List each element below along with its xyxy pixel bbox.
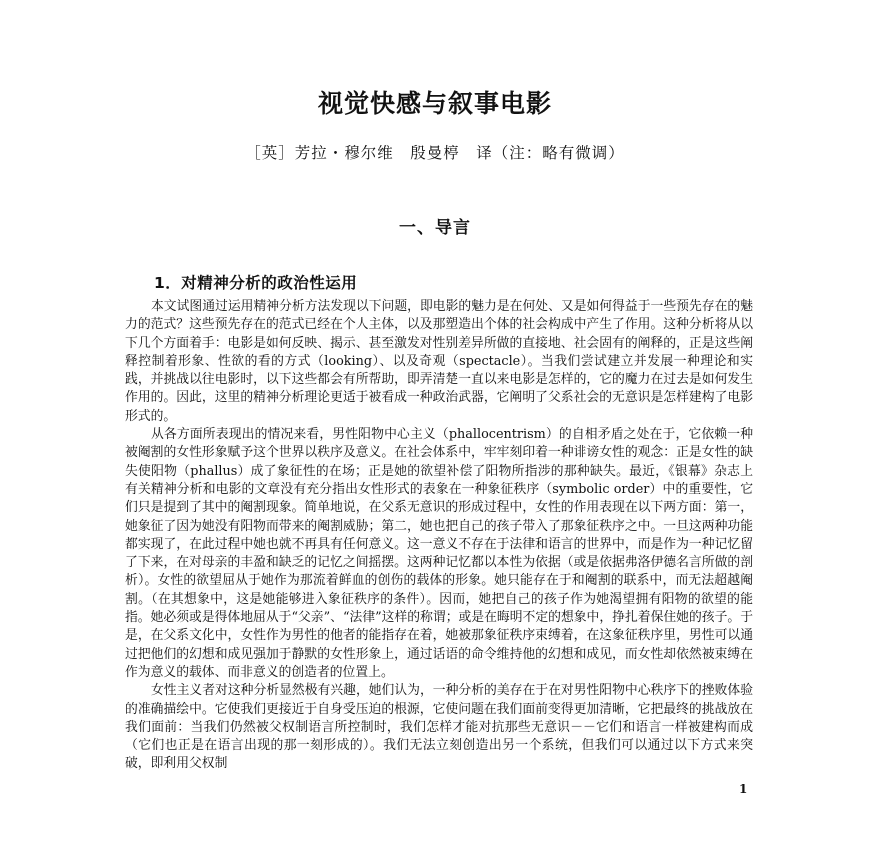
subsection-heading: 1．对精神分析的政治性运用 — [154, 274, 358, 292]
section-heading: 一、导言 — [399, 218, 471, 238]
body-text — [125, 298, 753, 774]
paragraph: 从各方面所表现出的情况来看，男性阳物中心主义（phallocentrism）的自相矛盾之处在于，它依赖一种被阉割的女性形象赋予这个世界以秩序及意义。在社会体系中，牢牢刻印着一种诽谤女性的观念：正是女性的缺失使阳物（phallus）成了象征性的在场；正是她的欲望补偿了阳物所指涉的那种缺失。最近，《银幕》杂志上有关精神分析和电影的文章没有充分指出女性形式的表象在一种象征秩序（symbolic order）中的重要性，它们只是提到了其中的阉割现象。简单地说，在父系无意识的形成过程中，女性的作用表现在以下两方面：第一，她象征了因为她没有阳物而带来的阉割威胁；第二，她也把自己的孩子带入了那象征秩序之中。一旦这两种功能都实现了，在此过程中她也就不再具有任何意义。这一意义不存在于法律和语言的世界中，而是作为一种记忆留了下来，在对母亲的丰盈和缺乏的记忆之间摇摆。这两种记忆都以本性为依据（或是依据弗洛伊德名言所做的剖析）。女性的欲望屈从于她作为那流着鲜血的创伤的载体的形象。她只能存在于和阉割的联系中，而无法超越阉割。（在其想象中，这是她能够进入象征秩序的条件）。因而，她把自己的孩子作为她渴望拥有阳物的欲望的能指。她必须或是得体地屈从于“父亲”、“法律”这样的称谓；或是在晦明不定的想象中，挣扎着保住她的孩子。于是，在父系文化中，女性作为男性的他者的能指存在着，她被那象征秩序束缚着，在这象征秩序里，男性可以通过把他们的幻想和成见强加于静默的女性形象上，通过话语的命令维持他的幻想和成见，而女性却依然被束缚在作为意义的载体、而非意义的创造者的位置上。 — [125, 427, 753, 680]
paragraph: 本文试图通过运用精神分析方法发现以下问题，即电影的魅力是在何处、又是如何得益于一些预先存在的魅力的范式？这些预先存在的范式已经在个人主体，以及那塑造出个体的社会构成中产生了作用。这种分析将从以下几个方面着手：电影是如何反映、揭示、甚至激发对性别差异所做的直接地、社会固有的阐释的，正是这些阐释控制着形象、性欲的看的方式（looking）、以及奇观（spectacle）。当我们尝试建立并发展一种理论和实践，并挑战以往电影时，以下这些都会有所帮助，即弄清楚一直以来电影是怎样的，它的魔力在过去是如何发生作用的。因此，这里的精神分析理论更适于被看成一种政治武器，它阐明了父系社会的无意识是怎样建构了电影形式的。 — [125, 299, 753, 424]
author-translator-line: ［英］芳拉・穆尔维 殷曼楟 译（注：略有微调） — [245, 144, 625, 162]
paragraph: 女性主义者对这种分析显然极有兴趣，她们认为，一种分析的美存在于在对男性阳物中心秩序下的挫败体验的准确描绘中。它使我们更接近于自身受压迫的根源，它使问题在我们面前变得更加清晰，它把最终的挑战放在我们面前：当我们仍然被父权制语言所控制时，我们怎样才能对抗那些无意识－－它们和语言一样被建构而成（它们也正是在语言出现的那一刻形成的）。我们无法立刻创造出另一个系统，但我们可以通过以下方式来突破，即利用父权制 — [125, 683, 753, 772]
document-title: 视觉快感与叙事电影 — [317, 89, 552, 118]
page-number: 1 — [739, 782, 748, 796]
